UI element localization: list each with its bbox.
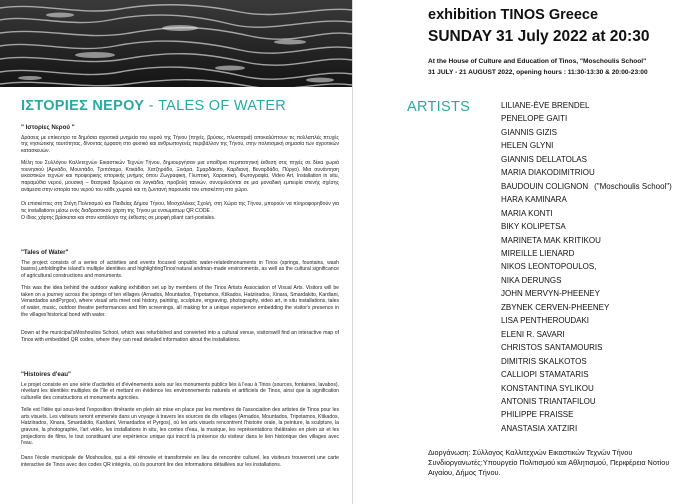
greek-paragraph: Δράσεις με επίκεντρο τα δημόσια αγροτικά μνημεία του νερού της Τήνου (πηγές, βρύσες, πλυσταριά) αποκαλύπτουν τις πολλαπλές πτυχές της νησιώτικης ταυτότητας, δίνοντας έμφαση στο φυσικό και ανθρωπογενές περιβάλλον της Τήνου, στην πολιτισμική σημασία των αγροτικών κατασκευών. xyxy=(21,134,339,155)
artist-name: CHRISTOS SANTAMOURIS xyxy=(501,343,603,353)
title-english: TALES OF WATER xyxy=(158,98,287,114)
title-greek: ΙΣΤΟΡΙΕΣ ΝΕΡΟΥ xyxy=(21,98,145,114)
exhibition-date: SUNDAY 31 July 2022 at 20:30 xyxy=(428,28,650,45)
right-column xyxy=(352,0,700,504)
co-organizer-line: Συνδιοργανωτές:Υπουργείο Πολιτισμού και Αθλητισμού, Περιφέρεια Νοτίου Αιγαίου, Δήμος Τήνου. xyxy=(428,458,670,477)
dates-line: 31 JULY - 21 AUGUST 2022, opening hours : 11:30-13:30 & 20:00-23:00 xyxy=(428,69,648,76)
column-divider xyxy=(352,0,353,504)
artist-name: BIKY KOLIPETSA xyxy=(501,222,566,232)
artist-name: NIKA DERUNGS xyxy=(501,275,562,285)
english-paragraph: This was the idea behind the outdoor walking exhibition set up by members of the Tinos Artists Association of Visual Arts. Visitors will be taken on a journey across the springs of ten villages (Arnados, Mountados, Tripotamos, Ktikados, Hatziirados, Xinara, Smardakito, Kardiani, Venardados andPyrgos), where visual arts meet oral history, painting, sculpture, engraving, photography, video art, in situ installations, tales of water, music, outdoor theatre performances and film screenings, all making for a unique experience embedding the visitor's presence in the villages'historical bond with water. xyxy=(21,284,339,318)
french-paragraph: Telle est l'idée qui sous-tend l'exposition itinérante en plein air mise en place par les membres de l'association des artistes de Tinos pour les arts visuels. Les visiteurs seront emmenés dans un voyage à travers les sources de dix villages (Arnados, Mountados, Tripotamos, Ktikados, Hatziirados, Xinara, Smardakito, Kardiani, Venardados et Pyrgos), où les arts visuels rencontrent l'histoire orale, la peinture, la sculpture, la gravure, la photographie, l'art vidéo, les installations in situ, les contes d'eau, la musique, les représentations théâtrales en plein air et les projections de films, le tout constituant une expérience unique qui inscrit la présence du visiteur dans le lien historique des villages avec l'eau. xyxy=(21,406,339,447)
english-paragraph: Down at the municipal'sMoshoulios School, which was refurbished and converted into a cultural venue, visitorswill find an interactive map of Tinos with embedded QR codes, where they can read detailed information about the installations. xyxy=(21,330,339,344)
water-photo xyxy=(0,0,352,87)
greek-heading: " Ιστορίες Νερού " xyxy=(21,124,75,131)
artist-name: MARIA DIAKODIMITRIOU xyxy=(501,168,595,178)
artist-name: CALLIOPI STAMATARIS xyxy=(501,370,589,380)
artist-name: HELEN GLYNI xyxy=(501,141,554,151)
artist-name: ELENI R. SAVARI xyxy=(501,329,565,339)
greek-paragraph: Ο ίδιος χάρτης βρίσκεται και στον κατάλογο της έκθεσης σε μορφή pliant cart-postales. xyxy=(21,214,216,221)
artist-name: MIREILLE LIENARD xyxy=(501,248,575,258)
artist-name: ANASTASIA XATZIRI xyxy=(501,423,578,433)
artist-list xyxy=(501,99,672,435)
artists-heading: ARTISTS xyxy=(407,99,471,115)
english-section xyxy=(21,250,339,349)
venue-line: At the House of Culture and Education of Tinos, "Moschoulis School" xyxy=(428,58,647,65)
artist-name: HARA KAMINARA xyxy=(501,195,567,205)
title-separator: - xyxy=(144,98,159,114)
artist-row xyxy=(501,180,672,193)
english-heading: "Tales of Water" xyxy=(21,249,69,256)
artist-name: GIANNIS GIZIS xyxy=(501,127,558,137)
artist-name: PENELOPE GAITI xyxy=(501,114,568,124)
greek-paragraph: Μέλη του Συλλόγου Καλλιτεχνών Εικαστικών Τεχνών Τήνου, δημιουργήσαν μια υπαίθρια περιπατητική έκθεση στις πηγές σε δέκα χωριά τουνησιού (Αρνάδο, Μουντάδο, Τριπόταμο, Κτικάδο, Χατζηράδο, Ξινάρα, Σμαρδάκιτο, Καρδιανή, Βεναρδάδο, Πύργο). Μια συνάντηση εικαστικών τεχνών και προφορικής ιστορικής μνήμης όπου Ζωγραφική, Γλυπτική, Χαρακτική, Φωτογραφία, Video Art, Installation in situ, παραμύθια νερού, μουσική – θεατρικά δρώμενα σε λογκάδια, προβολή ταινιών, συνομιλούνται σε μια μοναδική εμπειρία στενής σχέσης ανάμεσα στην ιστορία του νερού του κάθε χωριού και τη ζωντανή παρουσία του επισκέπτη στο χώρο. xyxy=(21,159,339,193)
greek-section xyxy=(21,125,339,226)
artist-name: LISA PENTHEROUDAKI xyxy=(501,316,590,326)
artist-name: DIMITRIS SKALKOTOS xyxy=(501,356,587,366)
artist-name: NIKOS LEONTOPOULOS, xyxy=(501,262,597,272)
artist-name: JOHN MERVYN-PHEENEY xyxy=(501,289,600,299)
artist-name: ANTONIS TRIANTAFILOU xyxy=(501,396,596,406)
french-paragraph: Le projet consiste en une série d'activités et d'événements axés sur les monuments publics liés à l'eau à Tinos (sources, fontaines, lavabos), révélant les identités multiples de l'île et mettant en évidence les environnements naturels et artificiels de Tinos, ainsi que la signification culturelle des constructions et monuments agricoles. xyxy=(21,381,339,402)
exhibition-title: exhibition TINOS Greece xyxy=(428,7,599,23)
greek-paragraph: Οι επισκέπτες στη Στέγη Πολιτισμού και Παιδείας Δήμου Τήνου, Μοσχολέικες Σχολή, στη Χώρα της Τήνου, μπορούν να πληροφορηθούν για τις installations μέσω ενός διαδραστικού χάρτη της Τήνου με ενσωματωμ QR CODE . xyxy=(21,201,339,215)
artist-name: KONSTANTINA SYLIKOU xyxy=(501,383,594,393)
french-paragraph: Dans l'école municipale de Moshoulios, qui a été rénovée et transformée en lieu de rencontre culturel, les visiteurs trouveront une carte interactive de Tinos avec des codes QR intégrés, où ils pourront lire des informations détaillées sur les installations. xyxy=(21,455,339,468)
artist-name: GIANNIS DELLATOLAS xyxy=(501,154,587,164)
artist-name: LILIANE-ÈVE BRENDEL xyxy=(501,101,590,110)
organizer-line: Διοργάνωση: Σύλλογος Καλλιτεχνών Εικαστικών Τεχνών Τήνου xyxy=(428,448,633,457)
artist-name: BAUDOUIN COLIGNON xyxy=(501,181,589,191)
english-paragraph: The project consists of a series of activities and events focused onpublic water-relatedmonuments in Tinos (springs, fountains, wash basins),unfoldingthe island's multiple identities and highlightingTinos'natural andman-made environments, as well as the cultural significance of agricultural constructions and monuments. xyxy=(21,259,339,280)
page-title xyxy=(21,98,286,114)
artist-note: ("Moschoulis School") xyxy=(594,181,672,191)
artist-name: PHILIPPE FRAISSE xyxy=(501,410,574,420)
french-section xyxy=(21,372,339,473)
organizers xyxy=(428,448,693,478)
artist-name: MARIA KONTI xyxy=(501,208,553,218)
french-heading: "Histoires d'eau" xyxy=(21,371,71,378)
artist-name: MARINETA MAK KRITIKOU xyxy=(501,235,601,245)
artist-name: ZBYNEK CERVEN-PHEENEY xyxy=(501,302,610,312)
